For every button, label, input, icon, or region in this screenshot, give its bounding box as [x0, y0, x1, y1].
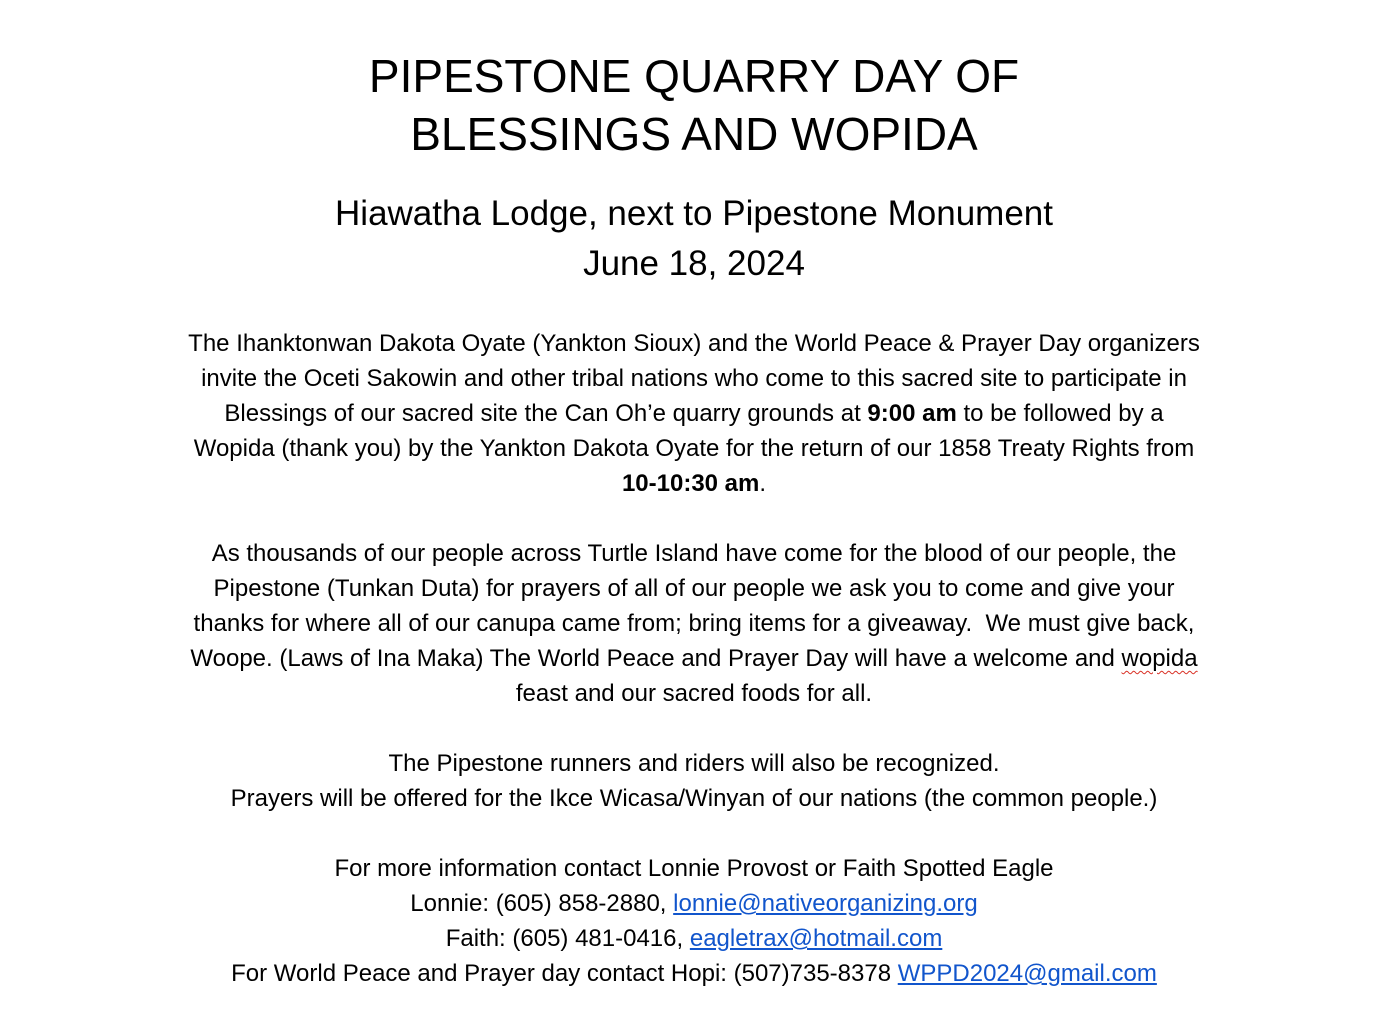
invitation-line-4: Wopida (thank you) by the Yankton Dakota Oyate for the return of our 1858 Treaty Rights from	[193, 435, 1195, 462]
recognition-line-1: The Pipestone runners and riders will also be recognized.	[388, 750, 1000, 777]
event-location: Hiawatha Lodge, next to Pipestone Monument	[335, 194, 1053, 233]
invitation-line-2: invite the Oceti Sakowin and other tribal nations who come to this sacred site to participate in	[201, 365, 1187, 392]
gathering-line-4	[0, 641, 1388, 676]
gathering-line-1: As thousands of our people across Turtle Island have come for the blood of our people, the	[211, 540, 1177, 567]
gathering-line-4-pre: Woope. (Laws of Ina Maka) The World Peace and Prayer Day will have a welcome and	[190, 645, 1122, 672]
gathering-paragraph	[0, 536, 1388, 711]
contact-intro: For more information contact Lonnie Provost or Faith Spotted Eagle	[334, 855, 1054, 882]
invitation-paragraph	[0, 326, 1388, 501]
contact-hopi-phone: For World Peace and Prayer day contact Hopi: (507)735-8378	[231, 960, 898, 987]
invitation-line-3	[0, 396, 1388, 431]
invitation-line-1: The Ihanktonwan Dakota Oyate (Yankton Sioux) and the World Peace & Prayer Day organizers	[188, 330, 1200, 357]
event-date: June 18, 2024	[583, 244, 805, 283]
wopida-time: 10-10:30 am	[621, 470, 760, 497]
contact-faith	[0, 921, 1388, 956]
invitation-line-5-post: .	[759, 470, 767, 497]
contact-hopi	[0, 956, 1388, 991]
invitation-line-5	[0, 466, 1388, 501]
spellcheck-flagged-word[interactable]: wopida	[1121, 645, 1198, 672]
invitation-line-3-pre: Blessings of our sacred site the Can Oh’e quarry grounds at	[224, 400, 868, 427]
title-line-1: PIPESTONE QUARRY DAY OF	[368, 50, 1020, 102]
wppd-email-link[interactable]: WPPD2024@gmail.com	[897, 960, 1157, 987]
contact-faith-phone: Faith: (605) 481-0416,	[445, 925, 690, 952]
recognition-paragraph	[0, 746, 1388, 816]
gathering-line-5: feast and our sacred foods for all.	[515, 680, 873, 707]
recognition-line-2: Prayers will be offered for the Ikce Wicasa/Winyan of our nations (the common people.)	[230, 785, 1158, 812]
invitation-line-3-post: to be followed by a	[956, 400, 1164, 427]
gathering-line-2: Pipestone (Tunkan Duta) for prayers of all of our people we ask you to come and give your	[213, 575, 1175, 602]
lonnie-email-link[interactable]: lonnie@nativeorganizing.org	[673, 890, 978, 917]
blessing-time: 9:00 am	[867, 400, 957, 427]
gathering-line-3: thanks for where all of our canupa came from; bring items for a giveaway. We must give back,	[193, 610, 1195, 637]
faith-email-link[interactable]: eagletrax@hotmail.com	[689, 925, 943, 952]
title-line-2: BLESSINGS AND WOPIDA	[410, 108, 978, 160]
document-subtitle	[0, 189, 1388, 289]
contact-lonnie	[0, 886, 1388, 921]
contact-paragraph	[0, 851, 1388, 991]
document-title	[0, 47, 1388, 163]
contact-lonnie-phone: Lonnie: (605) 858-2880,	[410, 890, 674, 917]
